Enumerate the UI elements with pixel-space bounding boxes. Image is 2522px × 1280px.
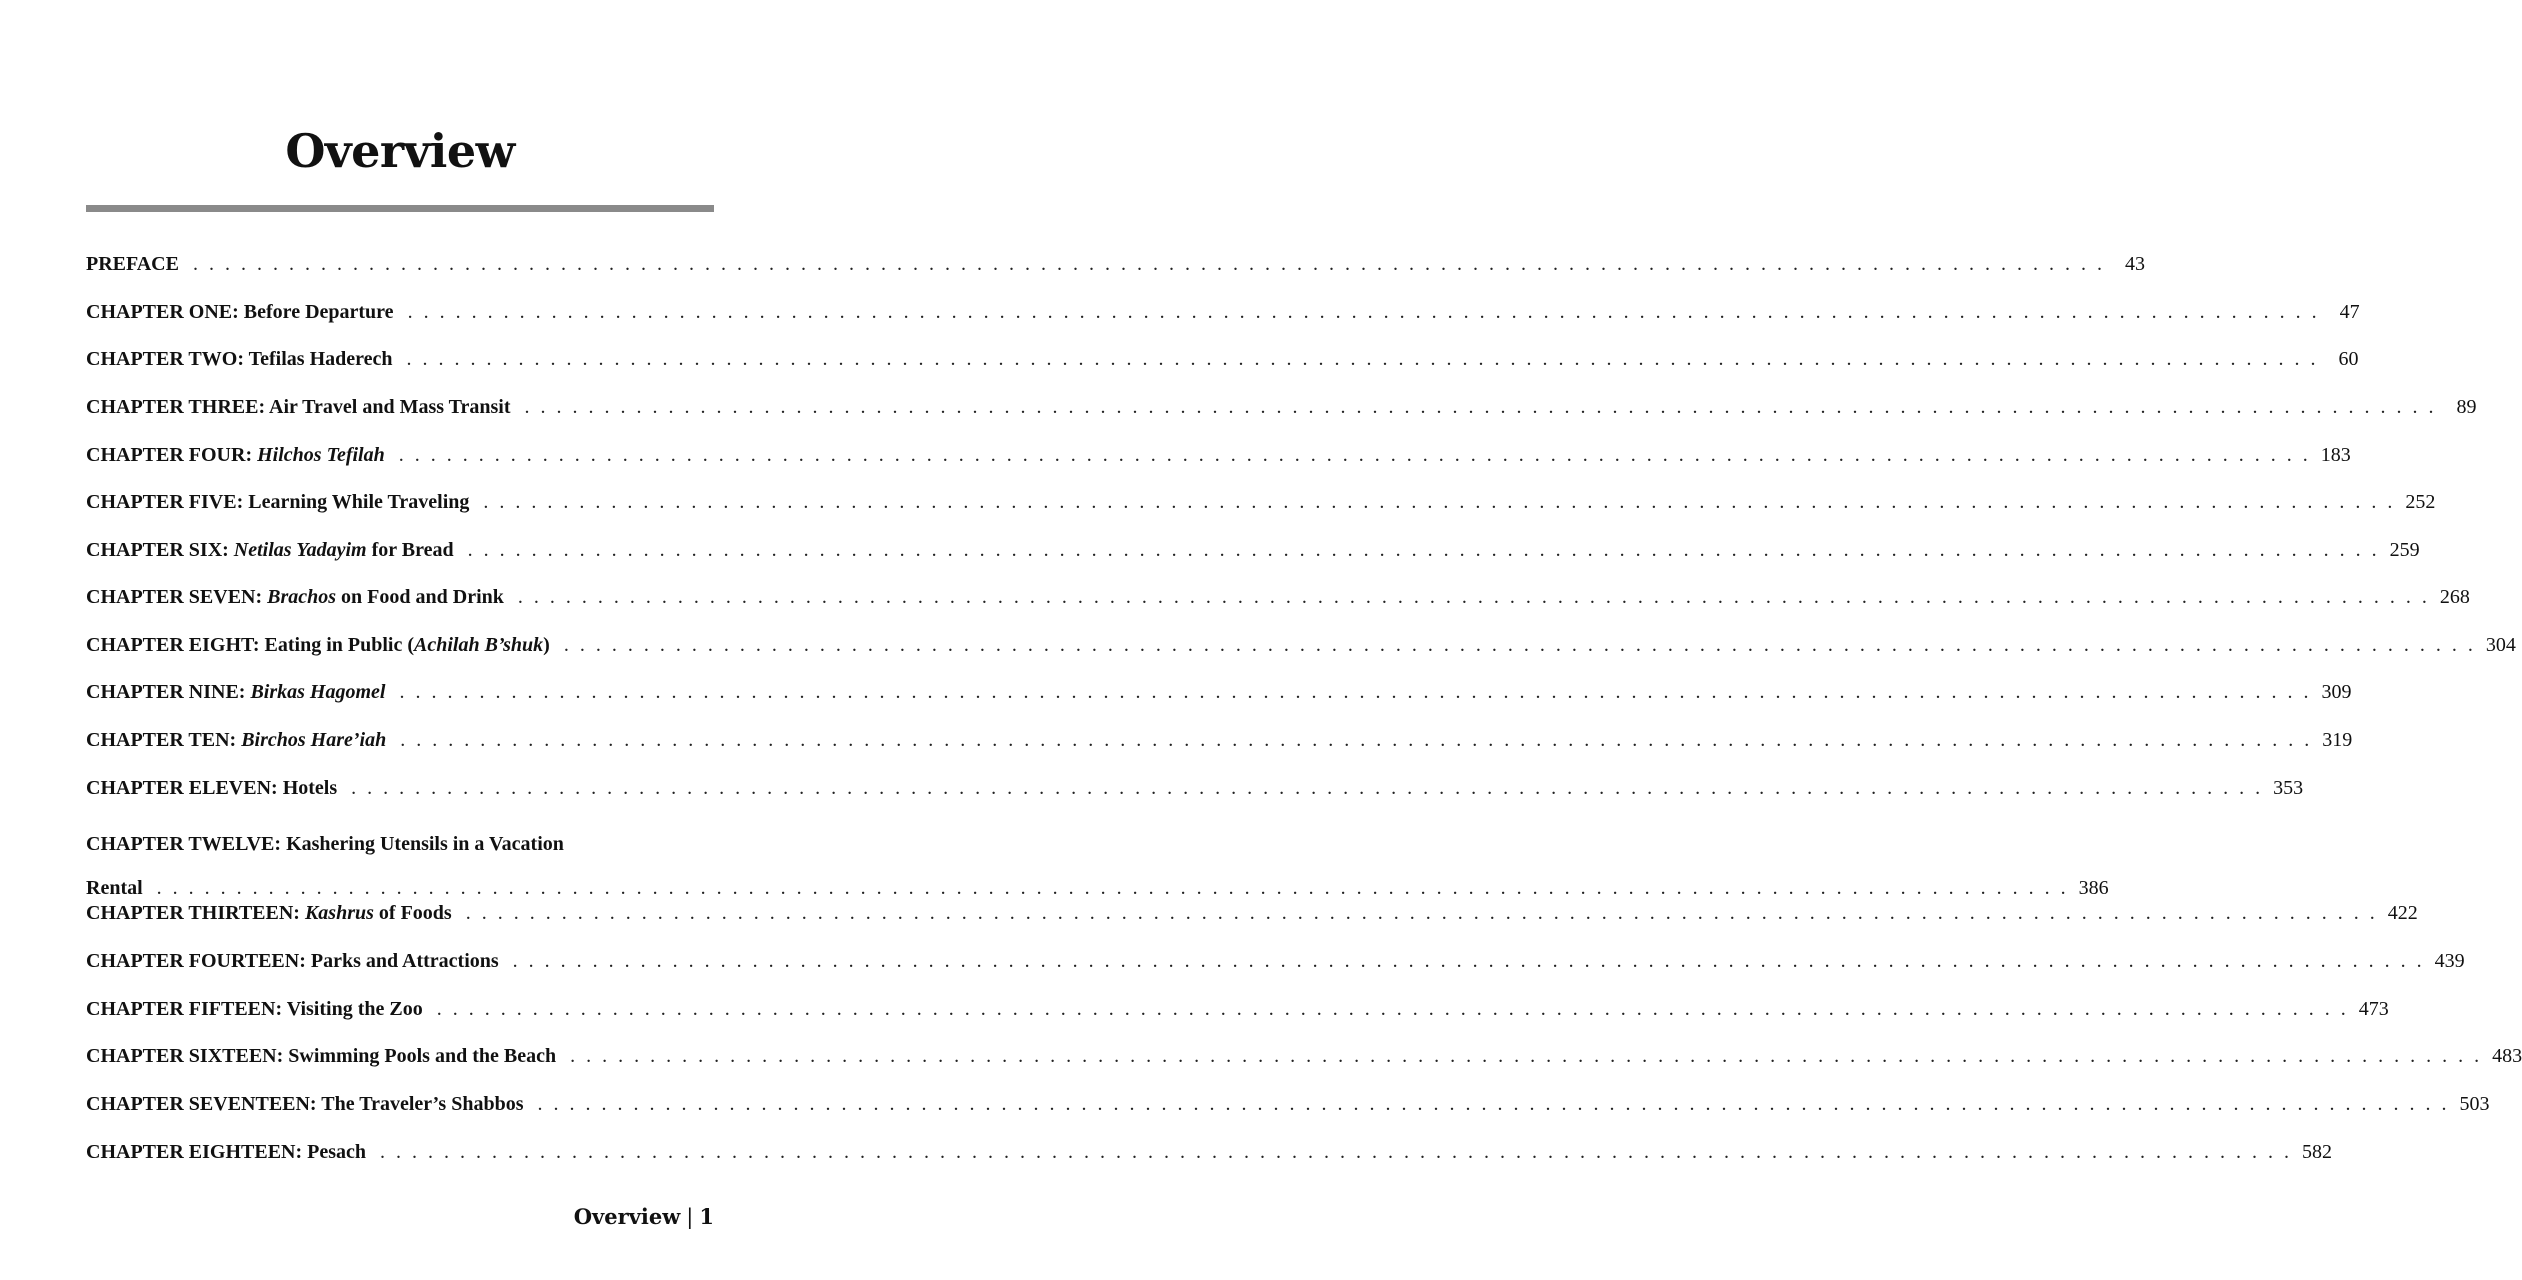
- footer-section-title: Overview: [573, 1204, 681, 1229]
- toc-entry-label: [86, 901, 452, 925]
- dot-leader: . . . . . . . . . . . . . . . . . . . . . . . . . . . . . . . . . . . . . . . . . . . . . . . . . . . . . . . . . . . . . . . . . . . . . . . . . . . . . . . . . . . . . . . . . . . . . . . . . . . . . . . . . . . . . . . . . . . . . . . .: [399, 681, 2312, 703]
- toc-entry[interactable]: [86, 901, 2418, 925]
- footer-separator: |: [686, 1205, 694, 1229]
- toc-chapter-number: CHAPTER EIGHT:: [86, 634, 265, 656]
- toc-page-number: 582: [2302, 1141, 2333, 1163]
- toc-chapter-number: CHAPTER FOURTEEN:: [86, 950, 311, 972]
- toc-entry-title-italic: Achilah B’shuk: [414, 634, 544, 656]
- toc-entry-label: [86, 776, 337, 800]
- dot-leader: . . . . . . . . . . . . . . . . . . . . . . . . . . . . . . . . . . . . . . . . . . . . . . . . . . . . . . . . . . . . . . . . . . . . . . . . . . . . . . . . . . . . . . . . . . . . . . . . . . . . . . . . . . . . . . . . . . . . . . . .: [537, 1093, 2450, 1115]
- toc-entry-title-italic: Birchos Hare’iah: [241, 729, 387, 751]
- toc-entry-title: on Food and Drink: [336, 586, 504, 608]
- toc-chapter-number: CHAPTER THREE:: [86, 396, 269, 418]
- toc-chapter-number: CHAPTER FIFTEEN:: [86, 998, 287, 1020]
- toc-entry-label: [86, 395, 511, 419]
- toc-entry-title: Kashering Utensils in a Vacation: [286, 833, 564, 855]
- dot-leader: . . . . . . . . . . . . . . . . . . . . . . . . . . . . . . . . . . . . . . . . . . . . . . . . . . . . . . . . . . . . . . . . . . . . . . . . . . . . . . . . . . . . . . . . . . . . . . . . . . . . . . . . . . . . . . . . . . . . . . . .: [517, 586, 2430, 608]
- footer-page-number: 1: [699, 1204, 714, 1229]
- dot-leader: . . . . . . . . . . . . . . . . . . . . . . . . . . . . . . . . . . . . . . . . . . . . . . . . . . . . . . . . . . . . . . . . . . . . . . . . . . . . . . . . . . . . . . . . . . . . . . . . . . . . . . . . . . . . . . . . . . . . . . . .: [192, 253, 2105, 275]
- toc-chapter-number: CHAPTER THIRTEEN:: [86, 902, 305, 924]
- toc-page-number: 60: [2338, 348, 2359, 370]
- toc-page-number: 304: [2485, 634, 2516, 656]
- toc-entry-title-italic: Netilas Yadayim: [233, 539, 367, 561]
- toc-entry-title: The Traveler’s Shabbos: [321, 1093, 524, 1115]
- toc-chapter-number: CHAPTER SIXTEEN:: [86, 1045, 289, 1067]
- toc-entry-title-suffix: ): [543, 634, 550, 656]
- toc-page-number: 386: [2078, 877, 2109, 899]
- toc-entry-title-italic: Hilchos Tefilah: [257, 444, 385, 466]
- toc-chapter-number: CHAPTER SEVENTEEN:: [86, 1093, 322, 1115]
- dot-leader: . . . . . . . . . . . . . . . . . . . . . . . . . . . . . . . . . . . . . . . . . . . . . . . . . . . . . . . . . . . . . . . . . . . . . . . . . . . . . . . . . . . . . . . . . . . . . . . . . . . . . . . . . . . . . . . . . . . . . . . .: [436, 998, 2349, 1020]
- toc-entry[interactable]: [86, 395, 2477, 419]
- toc-chapter-number: CHAPTER FIVE:: [86, 491, 249, 513]
- title-rule: [86, 205, 714, 212]
- toc-entry-label: [86, 1092, 523, 1116]
- toc-entry[interactable]: [86, 633, 2516, 657]
- toc-page-number: 353: [2273, 777, 2304, 799]
- toc-entry-title: Tefilas Haderech: [248, 348, 393, 370]
- page-title: Overview: [285, 124, 515, 178]
- toc-entry-label: [86, 633, 550, 657]
- dot-leader: . . . . . . . . . . . . . . . . . . . . . . . . . . . . . . . . . . . . . . . . . . . . . . . . . . . . . . . . . . . . . . . . . . . . . . . . . . . . . . . . . . . . . . . . . . . . . . . . . . . . . . . . . . . . . . . . . . . . . . . .: [524, 396, 2437, 418]
- toc-entry-title: Swimming Pools and the Beach: [288, 1045, 557, 1067]
- toc-entry[interactable]: [86, 538, 2420, 562]
- toc-entry-label: [86, 443, 385, 467]
- toc-entry-label: [86, 822, 714, 866]
- toc-page-number: 183: [2320, 444, 2351, 466]
- toc-entry-title-italic: Brachos: [267, 586, 337, 608]
- toc-chapter-number: CHAPTER ONE:: [86, 301, 244, 323]
- toc-entry-title-italic: Kashrus: [304, 902, 374, 924]
- toc-page-number: 47: [2339, 301, 2360, 323]
- toc-entry[interactable]: [86, 252, 2145, 276]
- toc-entry-label: [86, 1044, 556, 1068]
- toc-entry-title-italic: Birkas Hagomel: [250, 681, 386, 703]
- toc-chapter-number: CHAPTER ELEVEN:: [86, 777, 283, 799]
- toc-page-number: 319: [2322, 729, 2353, 751]
- toc-page-number: 89: [2456, 396, 2477, 418]
- toc-entry-title-continued: Rental: [86, 877, 143, 899]
- toc-page-number: 473: [2358, 998, 2389, 1020]
- dot-leader: . . . . . . . . . . . . . . . . . . . . . . . . . . . . . . . . . . . . . . . . . . . . . . . . . . . . . . . . . . . . . . . . . . . . . . . . . . . . . . . . . . . . . . . . . . . . . . . . . . . . . . . . . . . . . . . . . . . . . . . .: [156, 877, 2069, 899]
- toc-entry[interactable]: [86, 490, 2436, 514]
- toc-entry[interactable]: [86, 949, 2465, 973]
- toc-entry-title: Visiting the Zoo: [286, 998, 423, 1020]
- dot-leader: . . . . . . . . . . . . . . . . . . . . . . . . . . . . . . . . . . . . . . . . . . . . . . . . . . . . . . . . . . . . . . . . . . . . . . . . . . . . . . . . . . . . . . . . . . . . . . . . . . . . . . . . . . . . . . . . . . . . . . . .: [467, 539, 2380, 561]
- toc-entry-label: [86, 728, 386, 752]
- toc-entry-label: [86, 949, 499, 973]
- toc-page-number: 268: [2439, 586, 2470, 608]
- toc-entry[interactable]: [86, 822, 2109, 910]
- toc-entry[interactable]: [86, 585, 2470, 609]
- dot-leader: . . . . . . . . . . . . . . . . . . . . . . . . . . . . . . . . . . . . . . . . . . . . . . . . . . . . . . . . . . . . . . . . . . . . . . . . . . . . . . . . . . . . . . . . . . . . . . . . . . . . . . . . . . . . . . . . . . . . . . . .: [563, 634, 2476, 656]
- toc-page-number: 43: [2124, 253, 2145, 275]
- toc-page-number: 422: [2387, 902, 2418, 924]
- toc-chapter-number: CHAPTER FOUR:: [86, 444, 258, 466]
- toc-chapter-number: CHAPTER SEVEN:: [86, 586, 268, 608]
- toc-entry-title: of Foods: [373, 902, 452, 924]
- toc-entry-title: Parks and Attractions: [310, 950, 499, 972]
- toc-entry[interactable]: [86, 1092, 2490, 1116]
- toc-entry-title: Eating in Public (: [264, 634, 415, 656]
- toc-page-number: 503: [2459, 1093, 2490, 1115]
- toc-page-number: 252: [2405, 491, 2436, 513]
- toc-entry-label: [86, 252, 179, 276]
- toc-entry-title: Hotels: [282, 777, 338, 799]
- toc-entry-title: for Bread: [366, 539, 454, 561]
- toc-chapter-number: CHAPTER SIX:: [86, 539, 234, 561]
- toc-page-number: 259: [2389, 539, 2420, 561]
- toc-entry-label: [86, 585, 504, 609]
- toc-page-number: 439: [2434, 950, 2465, 972]
- toc-entry-label: [86, 1140, 366, 1164]
- toc-page-number: 309: [2321, 681, 2352, 703]
- dot-leader: . . . . . . . . . . . . . . . . . . . . . . . . . . . . . . . . . . . . . . . . . . . . . . . . . . . . . . . . . . . . . . . . . . . . . . . . . . . . . . . . . . . . . . . . . . . . . . . . . . . . . . . . . . . . . . . . . . . . . . . .: [407, 301, 2320, 323]
- toc-chapter-number: CHAPTER TWO:: [86, 348, 249, 370]
- toc-page-number: 483: [2492, 1045, 2522, 1067]
- toc-entry[interactable]: [86, 680, 2352, 704]
- toc-entry[interactable]: [86, 997, 2389, 1021]
- dot-leader: . . . . . . . . . . . . . . . . . . . . . . . . . . . . . . . . . . . . . . . . . . . . . . . . . . . . . . . . . . . . . . . . . . . . . . . . . . . . . . . . . . . . . . . . . . . . . . . . . . . . . . . . . . . . . . . . . . . . . . . .: [512, 950, 2425, 972]
- toc-entry-title: Pesach: [307, 1141, 367, 1163]
- dot-leader: . . . . . . . . . . . . . . . . . . . . . . . . . . . . . . . . . . . . . . . . . . . . . . . . . . . . . . . . . . . . . . . . . . . . . . . . . . . . . . . . . . . . . . . . . . . . . . . . . . . . . . . . . . . . . . . . . . . . . . . .: [400, 729, 2313, 751]
- toc-entry[interactable]: [86, 776, 2304, 800]
- toc-entry-label: [86, 680, 385, 704]
- dot-leader: . . . . . . . . . . . . . . . . . . . . . . . . . . . . . . . . . . . . . . . . . . . . . . . . . . . . . . . . . . . . . . . . . . . . . . . . . . . . . . . . . . . . . . . . . . . . . . . . . . . . . . . . . . . . . . . . . . . . . . . .: [465, 902, 2378, 924]
- toc-entry-title: Air Travel and Mass Transit: [269, 396, 511, 418]
- toc-entry-label: [86, 347, 393, 371]
- toc-entry-label: [86, 538, 454, 562]
- toc-entry[interactable]: [86, 1044, 2522, 1068]
- toc-entry-label: [86, 490, 469, 514]
- toc-chapter-number: CHAPTER TWELVE:: [86, 833, 287, 855]
- toc-chapter-number: CHAPTER TEN:: [86, 729, 242, 751]
- toc-entry[interactable]: [86, 347, 2359, 371]
- toc-entry-label: [86, 300, 394, 324]
- dot-leader: . . . . . . . . . . . . . . . . . . . . . . . . . . . . . . . . . . . . . . . . . . . . . . . . . . . . . . . . . . . . . . . . . . . . . . . . . . . . . . . . . . . . . . . . . . . . . . . . . . . . . . . . . . . . . . . . . . . . . . . .: [483, 491, 2396, 513]
- toc-chapter-number: CHAPTER EIGHTEEN:: [86, 1141, 308, 1163]
- dot-leader: . . . . . . . . . . . . . . . . . . . . . . . . . . . . . . . . . . . . . . . . . . . . . . . . . . . . . . . . . . . . . . . . . . . . . . . . . . . . . . . . . . . . . . . . . . . . . . . . . . . . . . . . . . . . . . . . . . . . . . . .: [351, 777, 2264, 799]
- dot-leader: . . . . . . . . . . . . . . . . . . . . . . . . . . . . . . . . . . . . . . . . . . . . . . . . . . . . . . . . . . . . . . . . . . . . . . . . . . . . . . . . . . . . . . . . . . . . . . . . . . . . . . . . . . . . . . . . . . . . . . . .: [570, 1045, 2483, 1067]
- toc-entry-title: Before Departure: [243, 301, 394, 323]
- toc-entry-title: PREFACE: [86, 253, 179, 275]
- toc-chapter-number: CHAPTER NINE:: [86, 681, 251, 703]
- dot-leader: . . . . . . . . . . . . . . . . . . . . . . . . . . . . . . . . . . . . . . . . . . . . . . . . . . . . . . . . . . . . . . . . . . . . . . . . . . . . . . . . . . . . . . . . . . . . . . . . . . . . . . . . . . . . . . . . . . . . . . . .: [406, 348, 2319, 370]
- toc-entry-label: [86, 997, 423, 1021]
- toc-entry[interactable]: [86, 443, 2351, 467]
- page-footer: [574, 1204, 714, 1229]
- toc-entry[interactable]: [86, 300, 2360, 324]
- dot-leader: . . . . . . . . . . . . . . . . . . . . . . . . . . . . . . . . . . . . . . . . . . . . . . . . . . . . . . . . . . . . . . . . . . . . . . . . . . . . . . . . . . . . . . . . . . . . . . . . . . . . . . . . . . . . . . . . . . . . . . . .: [380, 1141, 2293, 1163]
- dot-leader: . . . . . . . . . . . . . . . . . . . . . . . . . . . . . . . . . . . . . . . . . . . . . . . . . . . . . . . . . . . . . . . . . . . . . . . . . . . . . . . . . . . . . . . . . . . . . . . . . . . . . . . . . . . . . . . . . . . . . . . .: [398, 444, 2311, 466]
- toc-entry[interactable]: [86, 728, 2353, 752]
- toc-entry[interactable]: [86, 1140, 2333, 1164]
- toc-entry-title: Learning While Traveling: [248, 491, 470, 513]
